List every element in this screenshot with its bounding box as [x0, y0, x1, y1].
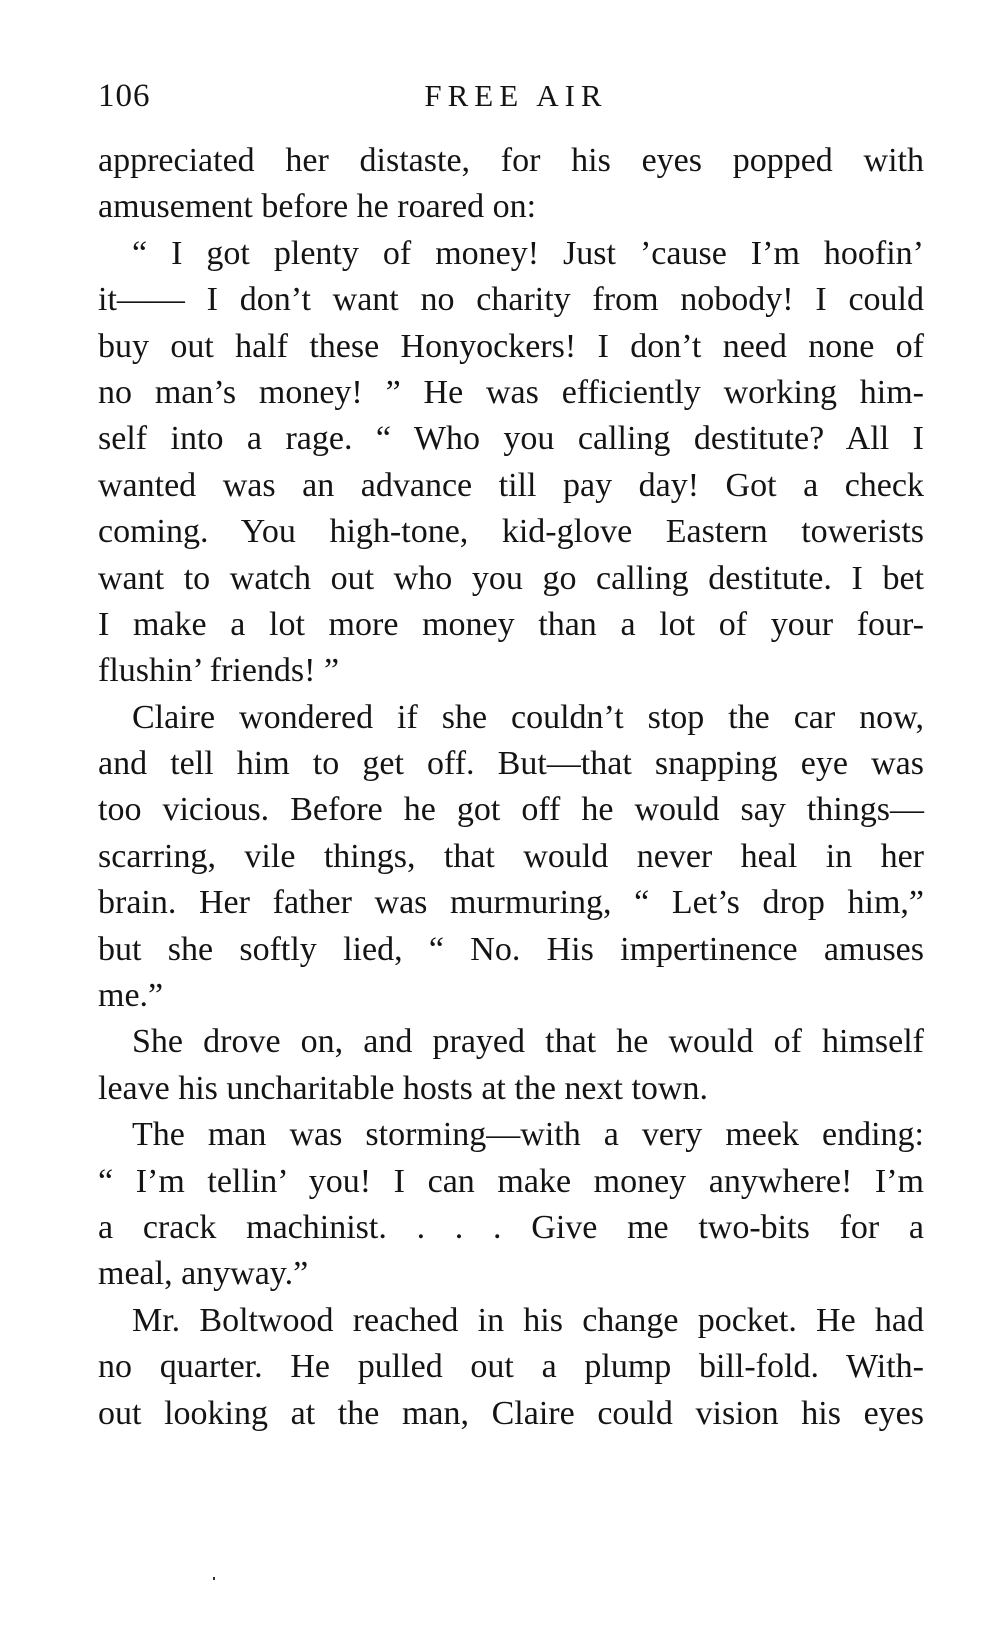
- text-line: no quarter. He pulled out a plump bill-fold. With-: [98, 1348, 924, 1386]
- text-line: self into a rage. “ Who you calling destitute? All I: [98, 420, 924, 458]
- text-line: appreciated her distaste, for his eyes popped with: [98, 142, 924, 179]
- body-text: [98, 138, 924, 1437]
- text-line: and tell him to get off. But—that snapping eye was: [98, 745, 924, 783]
- text-line: “ I got plenty of money! Just ’cause I’m hoofin’: [132, 234, 924, 272]
- print-speck: [213, 1577, 215, 1580]
- text-line: Mr. Boltwood reached in his change pocket. He had: [132, 1301, 924, 1339]
- text-line: meal, anyway.”: [98, 1255, 309, 1293]
- text-line: Claire wondered if she couldn’t stop the car now,: [132, 698, 924, 736]
- text-line: but she softly lied, “ No. His impertinence amuses: [98, 930, 924, 968]
- text-line: flushin’ friends! ”: [98, 652, 340, 690]
- text-line: I make a lot more money than a lot of your four-: [98, 605, 924, 643]
- text-line: want to watch out who you go calling destitute. I bet: [98, 559, 924, 597]
- text-line: me.”: [98, 977, 164, 1015]
- text-line: out looking at the man, Claire could vision his eyes: [98, 1394, 924, 1432]
- text-line: it—— I don’t want no charity from nobody! I could: [98, 281, 924, 319]
- text-line: too vicious. Before he got off he would say things—: [98, 791, 924, 829]
- text-line: buy out half these Honyockers! I don’t need none of: [98, 327, 924, 365]
- text-line: The man was storming—with a very meek ending:: [132, 1116, 924, 1154]
- text-line: brain. Her father was murmuring, “ Let’s drop him,”: [98, 884, 924, 922]
- text-line: no man’s money! ” He was efficiently working him-: [98, 373, 924, 411]
- text-line: coming. You high-tone, kid-glove Eastern towerists: [98, 513, 924, 551]
- text-line: amusement before he roared on:: [98, 188, 537, 226]
- text-line: a crack machinist. . . . Give me two-bits for a: [98, 1208, 924, 1246]
- page-header: [98, 78, 924, 128]
- text-line: “ I’m tellin’ you! I can make money anywhere! I’m: [98, 1162, 924, 1200]
- running-head: FREE AIR: [424, 78, 608, 113]
- text-line: wanted was an advance till pay day! Got a check: [98, 466, 924, 504]
- text-line: scarring, vile things, that would never heal in her: [98, 837, 924, 875]
- text-line: leave his uncharitable hosts at the next town.: [98, 1069, 708, 1107]
- text-line: She drove on, and prayed that he would of himself: [132, 1023, 924, 1061]
- page-number: 106: [98, 78, 151, 114]
